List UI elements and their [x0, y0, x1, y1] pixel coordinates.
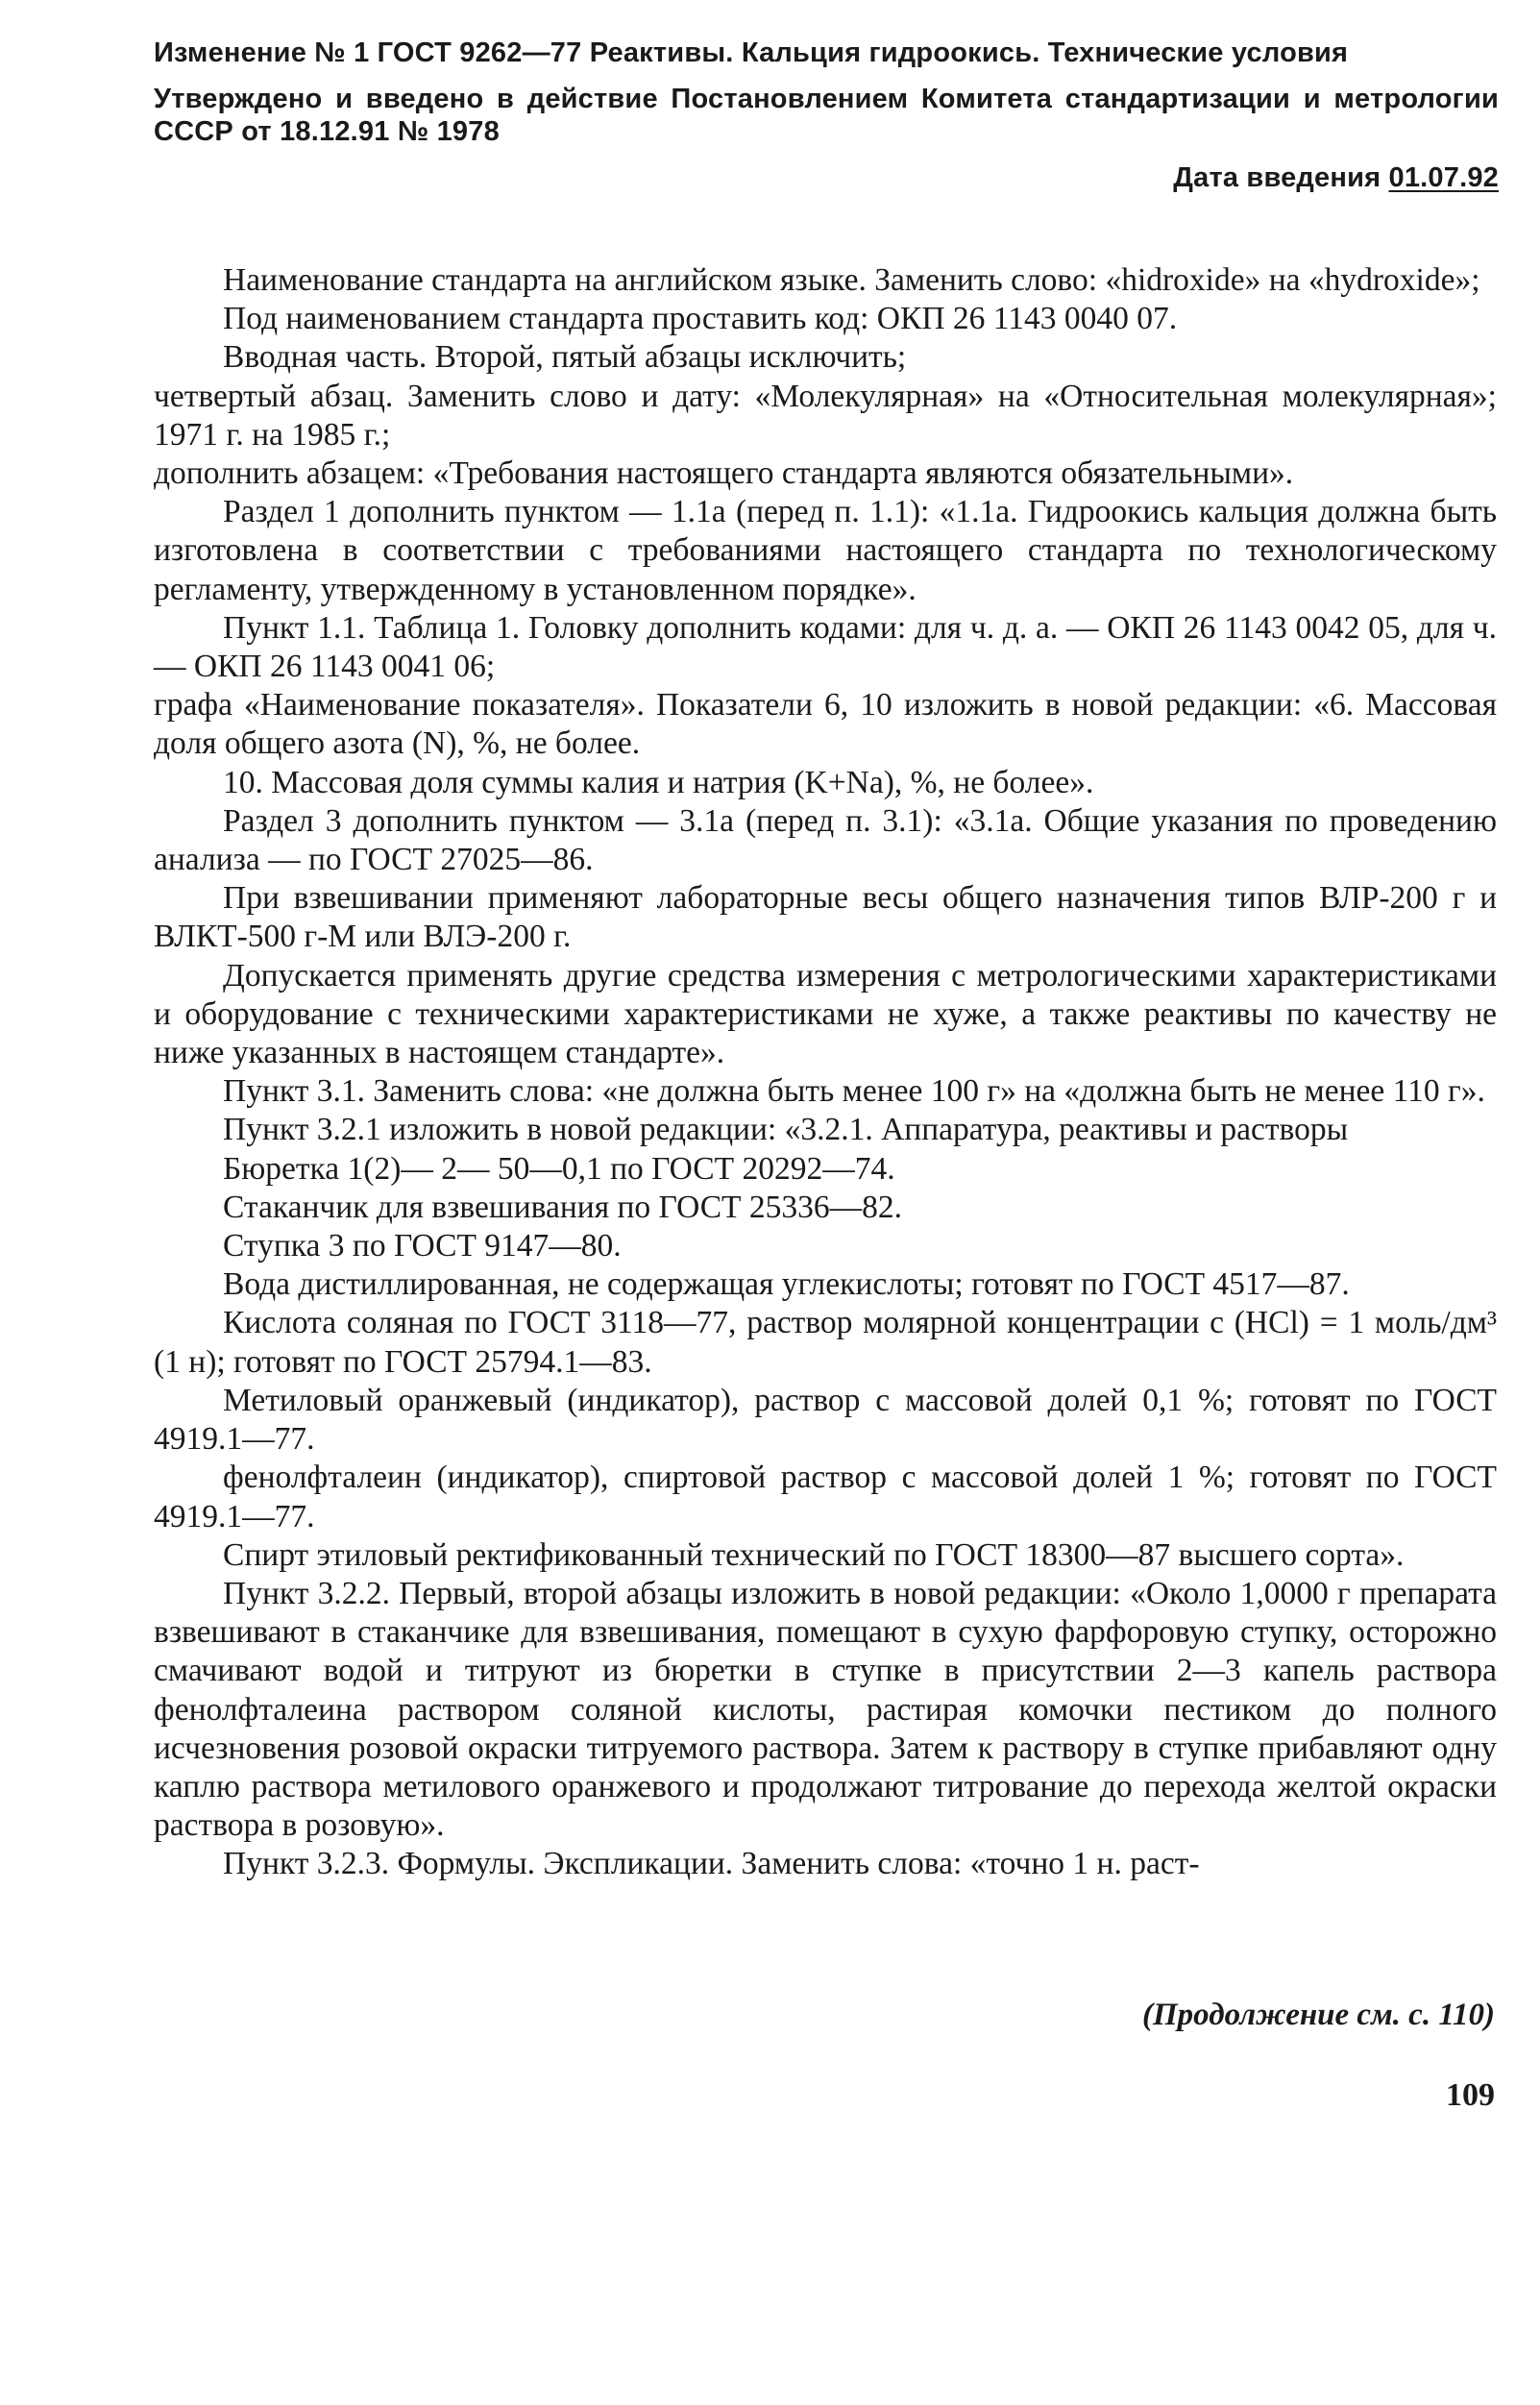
paragraph-indicator-10: 10. Массовая доля суммы калия и натрия (K+Na), %, не более». [223, 764, 1094, 800]
paragraph-item-3-2-2: Пункт 3.2.2. Первый, второй абзацы изложить в новой редакции: «Около 1,0000 г препарата взвешивают в стаканчике для взвешивания, помещают в сухую фарфоровую ступку, осторожно смачивают водой и титруют из бюретки в ступке в присутствии 2—3 капель раствора фенолфталеина раствором соляной кислоты, растирая комочки пестиком до полного исчезновения розовой окраски титруемого раствора. Затем к раствору в ступке прибавляют одну каплю раствора метилового оранжевого и продолжают титрование до перехода желтой окраски раствора в розовую». [154, 1575, 1497, 1844]
paragraph-introduction: Вводная часть. Второй, пятый абзацы исключить; [223, 339, 907, 376]
paragraph-section-1: Раздел 1 дополнить пунктом — 1.1а (перед п. 1.1): «1.1а. Гидроокись кальция должна быть изготовлена в соответствии с требованиями настоящего стандарта по технологическому регламенту, утвержденному в установленном порядке». [154, 494, 1497, 607]
paragraph-indicators: графа «Наименование показателя». Показатели 6, 10 изложить в новой редакции: «6. Массовая доля общего азота (N), %, не более. [154, 687, 1497, 762]
paragraph-fourth-abzats: четвертый абзац. Заменить слово и дату: «Молекулярная» на «Относительная молекулярная»; 1971 г. на 1985 г.; [154, 378, 1497, 453]
paragraph-item-1-1: Пункт 1.1. Таблица 1. Головку дополнить кодами: для ч. д. а. — ОКП 26 1143 0042 05, для ч. — ОКП 26 1143 0041 06; [154, 609, 1497, 685]
amendment-title: Изменение № 1 ГОСТ 9262—77 Реактивы. Кальция гидроокись. Технические условия [154, 37, 1349, 68]
paragraph-ethyl-alcohol: Спирт этиловый ректификованный технический по ГОСТ 18300—87 высшего сорта». [223, 1536, 1405, 1573]
effective-date-value: 01.07.92 [1388, 162, 1499, 193]
continuation-note: (Продолжение см. с. 110) [1142, 1998, 1495, 2032]
approval-statement: Утверждено и введено в действие Постановлением Комитета стандартизации и метрологии СССР от 18.12.91 № 1978 [154, 84, 1499, 147]
page-number: 109 [1446, 2077, 1495, 2113]
paragraph-item-3-2-3: Пункт 3.2.3. Формулы. Экспликации. Заменить слова: «точно 1 н. раст- [223, 1846, 1200, 1882]
document-body [154, 261, 1497, 1884]
paragraph-other-instruments: Допускается применять другие средства измерения с метрологическими характеристиками и оборудование с техническими характеристиками не хуже, а также реактивы по качеству не ниже указанных в настоящем стандарте». [154, 957, 1497, 1071]
paragraph-methyl-orange: Метиловый оранжевый (индикатор), раствор с массовой долей 0,1 %; готовят по ГОСТ 4919.1—77. [154, 1382, 1497, 1458]
paragraph-add-abzats: дополнить абзацем: «Требования настоящего стандарта являются обязательными». [154, 455, 1294, 492]
paragraph-item-3-1: Пункт 3.1. Заменить слова: «не должна быть менее 100 г» на «должна быть не менее 110 г». [223, 1073, 1485, 1110]
paragraph-mortar: Ступка 3 по ГОСТ 9147—80. [223, 1228, 622, 1264]
paragraph-item-3-2-1: Пункт 3.2.1 изложить в новой редакции: «3.2.1. Аппаратура, реактивы и растворы [223, 1112, 1349, 1148]
paragraph-weighing: При взвешивании применяют лабораторные весы общего назначения типов ВЛР-200 г и ВЛКТ-500 г-М или ВЛЭ-200 г. [154, 880, 1497, 955]
document-header [154, 37, 1499, 194]
paragraph-okp-code: Под наименованием стандарта проставить код: ОКП 26 1143 0040 07. [223, 301, 1178, 337]
paragraph-weighing-cup: Стаканчик для взвешивания по ГОСТ 25336—82. [223, 1189, 903, 1225]
paragraph-english-title: Наименование стандарта на английском языке. Заменить слово: «hidroxide» на «hydroxide»; [223, 262, 1480, 298]
effective-date [154, 161, 1499, 194]
paragraph-distilled-water: Вода дистиллированная, не содержащая углекислоты; готовят по ГОСТ 4517—87. [223, 1266, 1350, 1303]
effective-date-label: Дата введения [1173, 162, 1381, 193]
paragraph-section-3: Раздел 3 дополнить пунктом — 3.1а (перед п. 3.1): «3.1а. Общие указания по проведению анализа — по ГОСТ 27025—86. [154, 802, 1497, 878]
paragraph-phenolphthalein: фенолфталеин (индикатор), спиртовой раствор с массовой долей 1 %; готовят по ГОСТ 4919.1—77. [154, 1460, 1497, 1534]
paragraph-hydrochloric-acid: Кислота соляная по ГОСТ 3118—77, раствор молярной концентрации с (HCl) = 1 моль/дм³ (1 н); готовят по ГОСТ 25794.1—83. [154, 1305, 1497, 1380]
paragraph-burette: Бюретка 1(2)— 2— 50—0,1 по ГОСТ 20292—74. [223, 1150, 895, 1187]
